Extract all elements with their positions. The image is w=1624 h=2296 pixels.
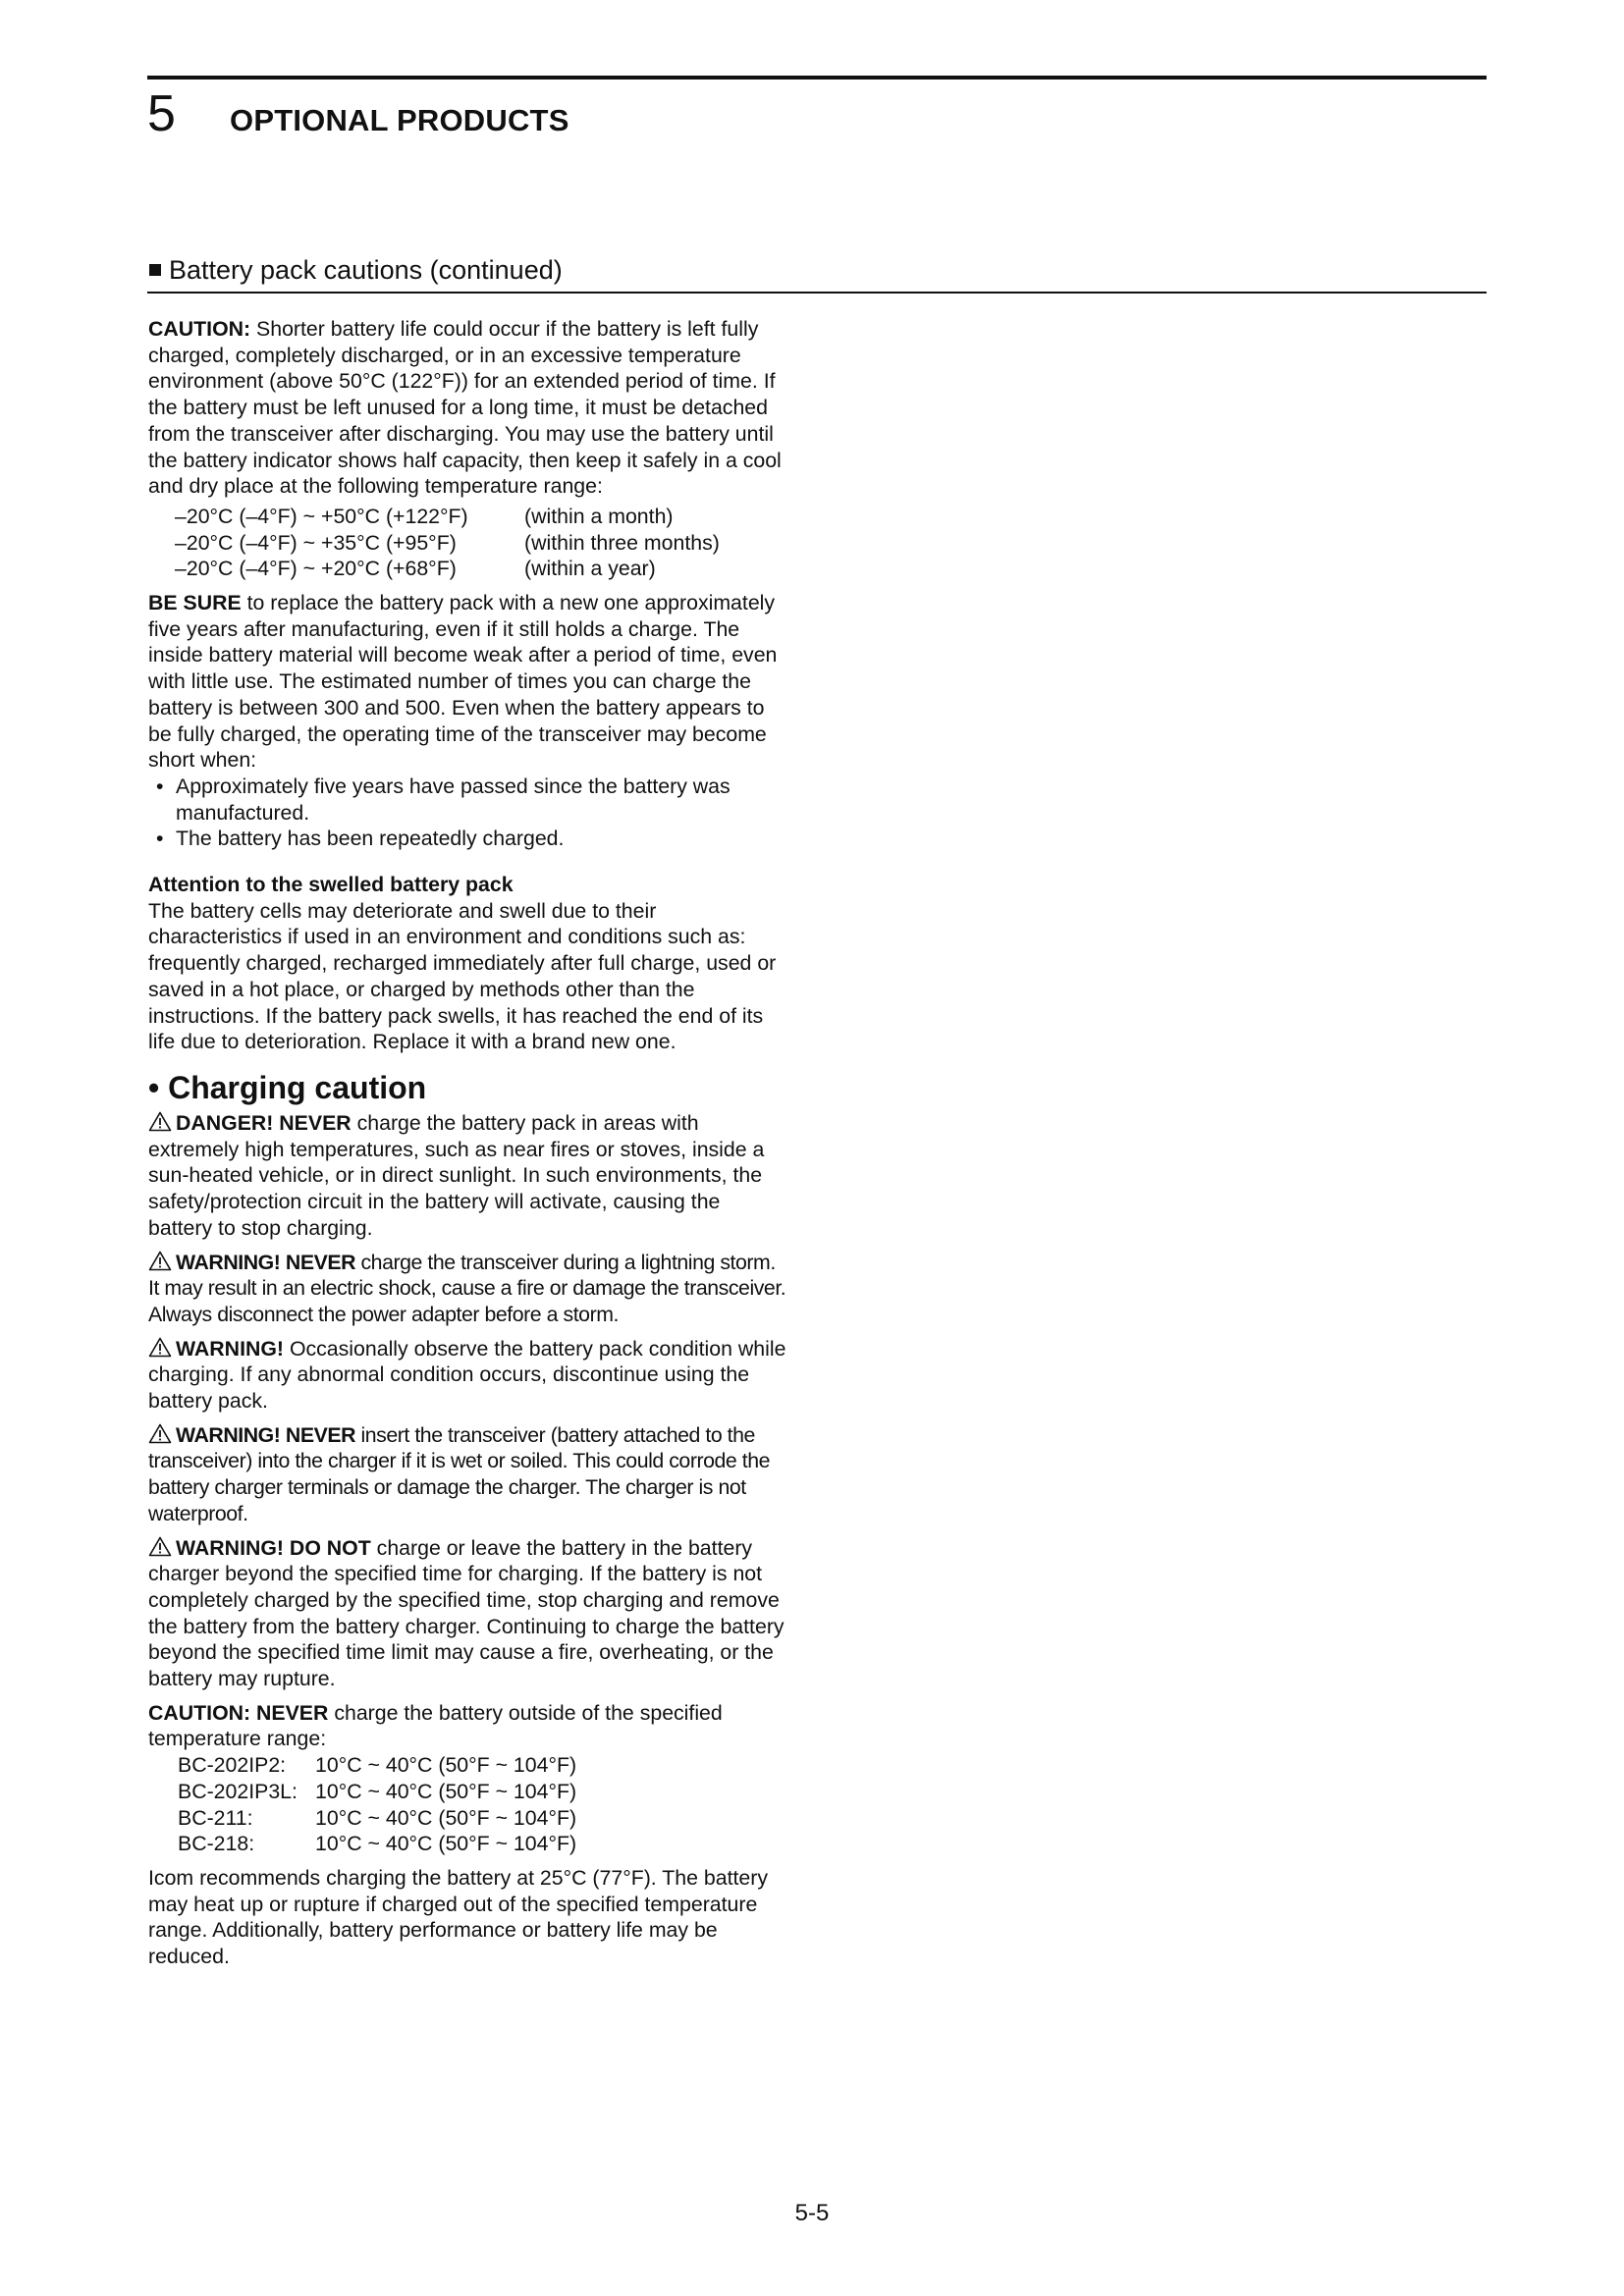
charging-caution-heading: • Charging caution [148, 1069, 427, 1105]
temp-period: (within three months) [524, 530, 720, 555]
content-column [148, 316, 786, 1970]
warning-paragraph [148, 1535, 786, 1692]
caution-label: CAUTION: [148, 317, 251, 341]
charger-range: 10°C ~ 40°C (50°F ~ 104°F) [315, 1753, 577, 1778]
square-bullet-icon [149, 264, 161, 276]
warning-text: insert the transceiver (battery attached to the transceiver) into the charger if it is wet or soiled. This could corrode the battery charger terminals or damage the charger. The charger is not waterproof. [148, 1422, 771, 1525]
danger-paragraph [148, 1110, 786, 1242]
charger-model: BC-218: [178, 1832, 255, 1856]
warning-label: WARNING! [176, 1336, 285, 1361]
warning-text: Occasionally observe the battery pack condition while charging. If any abnormal condition occurs, discontinue using the battery pack. [148, 1336, 786, 1414]
charger-model: BC-202IP3L: [178, 1779, 298, 1803]
closing-paragraph: Icom recommends charging the battery at 25°C (77°F). The battery may heat up or rupture if charged out of the specified temperature range. Additionally, battery performance or battery life may be reduced. [148, 1865, 768, 1969]
temp-row [148, 556, 786, 582]
charger-row [148, 1752, 786, 1779]
charger-model: BC-211: [178, 1805, 253, 1830]
warning-triangle-icon [148, 1251, 172, 1271]
temp-row [148, 504, 786, 530]
page-number: 5-5 [794, 2200, 830, 2226]
section-heading [147, 255, 1487, 294]
warning-paragraph [148, 1336, 786, 1415]
temp-row [148, 530, 786, 557]
warning-triangle-icon [148, 1423, 172, 1444]
warning-triangle-icon [148, 1536, 172, 1557]
warning-text: charge or leave the battery in the battery charger beyond the specified time for charging. If the battery is not completely charged by the specified time, stop charging and remove the battery from the battery charger. Continuing to charge the battery beyond the specified time limit may cause a fire, overheating, or the battery may rupture. [148, 1535, 785, 1691]
be-sure-label: BE SURE [148, 591, 242, 615]
be-sure-text: to replace the battery pack with a new one approximately five years after manufacturing, even if it still holds a charge. The inside battery material will become weak after a period of time, even with little use. The estimated number of times you can charge the battery is between 300 and 500. Even when the battery appears to be fully charged, the operating time of the transceiver may become short when: [148, 591, 778, 773]
caution-text: Shorter battery life could occur if the battery is left fully charged, completely discharged, or in an excessive temperature environment (above 50°C (122°F)) for an extended period of time. If the battery must be left unused for a long time, it must be detached from the transceiver after discharging. You may use the battery until the battery indicator shows half capacity, then keep it safely in a cool and dry place at the following temperature range: [148, 317, 782, 499]
warning-triangle-icon [148, 1111, 172, 1132]
swelled-heading: Attention to the swelled battery pack [148, 873, 514, 897]
caution-label: CAUTION: NEVER [148, 1700, 329, 1725]
charger-range: 10°C ~ 40°C (50°F ~ 104°F) [315, 1779, 577, 1803]
warning-text: charge the transceiver during a lightning storm. It may result in an electric shock, cause a fire or damage the transceiver. Always disconnect the power adapter before a storm. [148, 1250, 786, 1326]
charger-range: 10°C ~ 40°C (50°F ~ 104°F) [315, 1805, 577, 1830]
charger-range: 10°C ~ 40°C (50°F ~ 104°F) [315, 1832, 577, 1856]
warning-label: WARNING! NEVER [176, 1422, 356, 1447]
charger-row [148, 1805, 786, 1832]
charger-temperature-list [148, 1752, 786, 1857]
list-item: • Approximately five years have passed since the battery was manufactured. [148, 774, 786, 826]
warning-paragraph [148, 1422, 786, 1527]
top-rule [147, 76, 1487, 80]
section-title: Battery pack cautions (continued) [169, 255, 563, 285]
chapter-header [147, 84, 569, 143]
chapter-number: 5 [147, 85, 176, 142]
storage-temperature-list [148, 504, 786, 582]
charger-model: BC-202IP2: [178, 1753, 287, 1778]
caution-paragraph [148, 316, 786, 500]
charger-row [148, 1831, 786, 1857]
chapter-title: OPTIONAL PRODUCTS [230, 103, 569, 137]
charging-caution-paragraph [148, 1700, 786, 1752]
temp-range: –20°C (–4°F) ~ +50°C (+122°F) [175, 504, 468, 528]
charger-row [148, 1779, 786, 1805]
swelled-text: The battery cells may deteriorate and swell due to their characteristics if used in an environment and conditions such as: frequently charged, recharged immediately after full charge, used or saved in a hot place, or charged by methods other than the instructions. If the battery pack swells, it has reached the end of its life due to deterioration. Replace it with a brand new one. [148, 898, 777, 1054]
warning-triangle-icon [148, 1337, 172, 1358]
temp-range: –20°C (–4°F) ~ +20°C (+68°F) [175, 557, 457, 581]
danger-text: charge the battery pack in areas with extremely high temperatures, such as near fires or stoves, inside a sun-heated vehicle, or in direct sunlight. In such environments, the safety/protection circuit in the battery will activate, causing the battery to stop charging. [148, 1110, 765, 1240]
be-sure-paragraph [148, 590, 786, 774]
danger-label: DANGER! NEVER [176, 1110, 352, 1135]
warning-label: WARNING! NEVER [176, 1250, 356, 1274]
temp-period: (within a year) [524, 557, 656, 581]
caution-text: charge the battery outside of the specified temperature range: [148, 1700, 723, 1751]
temp-range: –20°C (–4°F) ~ +35°C (+95°F) [175, 530, 457, 555]
list-item: • The battery has been repeatedly charged. [148, 826, 786, 852]
warning-label: WARNING! DO NOT [176, 1535, 371, 1560]
temp-period: (within a month) [524, 504, 674, 528]
warning-paragraph [148, 1250, 786, 1328]
